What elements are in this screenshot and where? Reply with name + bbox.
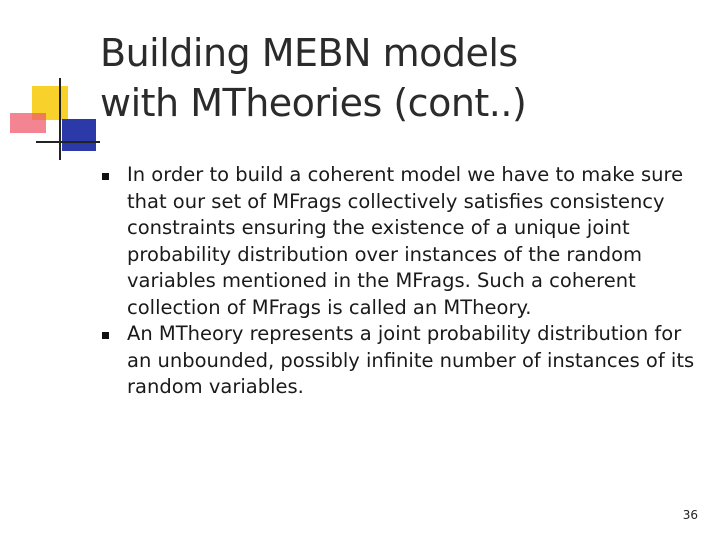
bullet-text-2: An MTheory represents a joint probability distribution for an unbounded, possibly infinite number of instances of its random variables.	[127, 322, 695, 398]
bullet-list	[100, 162, 700, 401]
bullet-item-2	[100, 321, 700, 401]
blue-square	[62, 119, 96, 151]
slide-title-line-2: with MTheories (cont..)	[100, 81, 527, 125]
page-number: 36	[682, 508, 698, 522]
bullet-item-1	[100, 162, 700, 321]
decorative-squares	[0, 0, 100, 165]
bullet-square-icon	[102, 173, 109, 180]
bullet-square-icon	[102, 332, 109, 339]
red-square	[10, 113, 46, 133]
slide-title-line-1: Building MEBN models	[100, 31, 518, 75]
bullet-text-1: In order to build a coherent model we have to make sure that our set of MFrags collectively satisfies consistency constraints ensuring the existence of a unique joint probability distribution over instances of the random variables mentioned in the MFrags. Such a coherent collection of MFrags is called an MTheory.	[127, 163, 684, 319]
slide-title	[100, 28, 700, 128]
